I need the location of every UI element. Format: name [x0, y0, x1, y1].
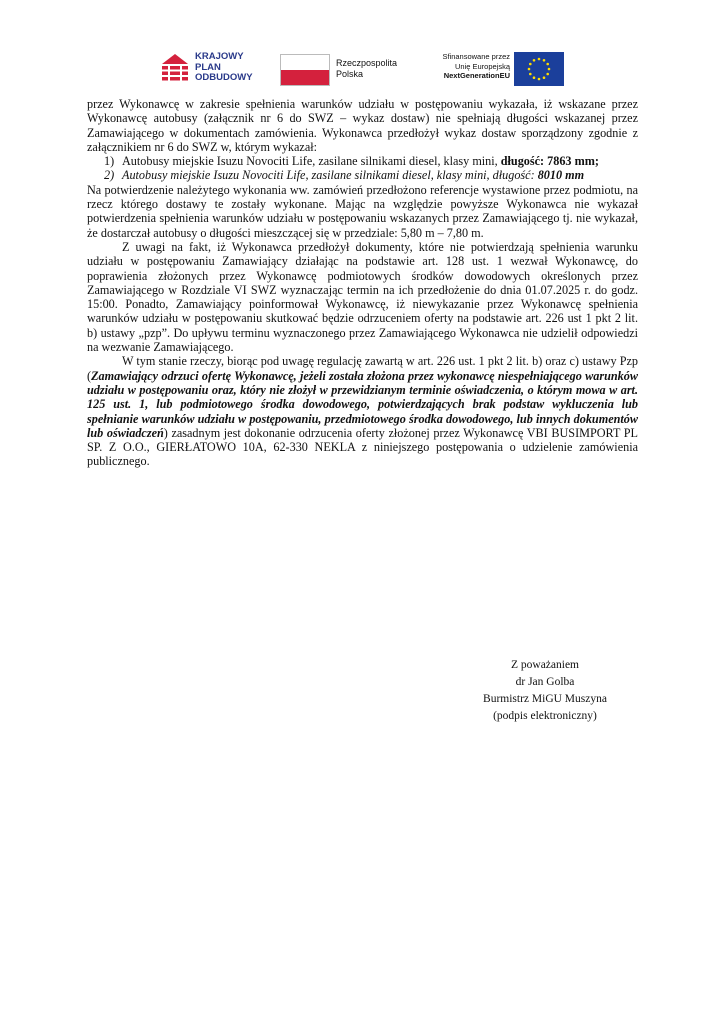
signer-name: dr Jan Golba: [515, 676, 575, 688]
bus-list: [87, 154, 638, 183]
eu-flag-icon: [514, 52, 564, 86]
kpo-logo: [160, 52, 270, 88]
paragraph-4: W tym stanie rzeczy, biorąc pod uwagę regulację zawartą w art. 226 ust. 1 pkt 2 lit. b) oraz c) ustawy Pzp (Zamawiający odrzuci ofertę Wykonawcę, jeżeli została złożona przez wykonawcę niespełniającego warunków udziału w postępowaniu oraz, który nie złożył w przewidzianym terminie oświadczenia, o którym mowa w art. 125 ust. 1, lub podmiotowego środka dowodowego, potwierdzających brak podstaw wykluczenia lub spełnianie warunków udziału w postępowaniu, przedmiotowego środka dowodowego, lub innych dokumentów lub oświadczeń) zasadnym jest dokonanie odrzucenia oferty złożonej przez Wykonawcę VBI BUSIMPORT PL SP. Z O.O., GIERŁATOWO 10A, 62-330 NEKLA z niniejszego postępowania o udzielenie zamówienia publicznego.: [87, 354, 639, 469]
rzeczpospolita-text: Rzeczpospolita Polska: [336, 58, 398, 79]
signer-title: Burmistrz MiGU Muszyna: [483, 693, 607, 705]
eu-funding-text: Sfinansowane przez Unię Europejską NextGenerationEU: [442, 52, 510, 80]
page-header: [0, 42, 725, 92]
kpo-mark-icon: [160, 52, 190, 84]
paragraph-3: Z uwagi na fakt, iż Wykonawca przedłożył dokumenty, które nie potwierdzają spełnienia warunku udziału w postępowaniu Zamawiający działając na podstawie art. 128 ust. 1 wezwał Wykonawcę, do poprawienia złożonych przez Wykonawcę podmiotowych środków dowodowych określonych przez Zamawiającego w Rozdziale VI SWZ wyznaczając termin na ich przedłożenie do dnia 01.07.2025 r. do godz. 15:00. Ponadto, Zamawiający poinformował Wykonawcę, iż niewykazanie przez Wykonawcę spełnienia warunków udziału w postępowaniu skutkować będzie odrzuceniem oferty na podstawie art. 226 ust 1 pkt 2 lit. b) ustawy „pzp”. Do upływu terminu wyznaczonego przez Zamawiającego Wykonawca nie udzielił odpowiedzi na wezwanie Zamawiającego.: [87, 239, 638, 355]
polish-flag-icon: [280, 54, 330, 86]
signature-note: (podpis elektroniczny): [493, 710, 597, 722]
signature-block: [470, 657, 620, 725]
list-item: 2) Autobusy miejskie Isuzu Novociti Life, zasilane silnikami diesel, klasy mini, długość: 8010 mm: [104, 168, 585, 183]
paragraph-1: przez Wykonawcę w zakresie spełnienia warunków udziału w postępowaniu wykazała, iż wskazane przez Wykonawcę autobusy (załącznik nr 6 do SWZ – wykaz dostaw) nie spełniają długości wskazanej przez Zamawiającego w dokumentach zamówienia. Wykonawca przedłożył wykaz dostaw sporządzony zgodnie z załącznikiem nr 6 do SWZ w, którym wykazał:: [87, 97, 638, 154]
rzeczpospolita-logo: [280, 54, 410, 88]
eu-funding-logo: [420, 52, 565, 88]
list-item: 1) Autobusy miejskie Isuzu Novociti Life, zasilane silnikami diesel, klasy mini, długość: 7863 mm;: [104, 154, 599, 169]
kpo-logo-text: KRAJOWY PLAN ODBUDOWY: [195, 51, 253, 83]
paragraph-2: Na potwierdzenie należytego wykonania ww. zamówień przedłożono referencje wystawione przez podmiotu, na rzecz którego dostawy te zostały wykonane. Mając na względzie powyższe Wykonawca nie wykazał potwierdzenia spełnienia warunków udziału w postępowaniu wskazanych przez Zamawiającego tj. nie wykazał, że dostarczał autobusy o długości mieszczącej się w przedziale: 5,80 m – 7,80 m.: [87, 182, 638, 240]
closing-greeting: Z poważaniem: [510, 659, 579, 671]
letter-body: [87, 97, 638, 469]
